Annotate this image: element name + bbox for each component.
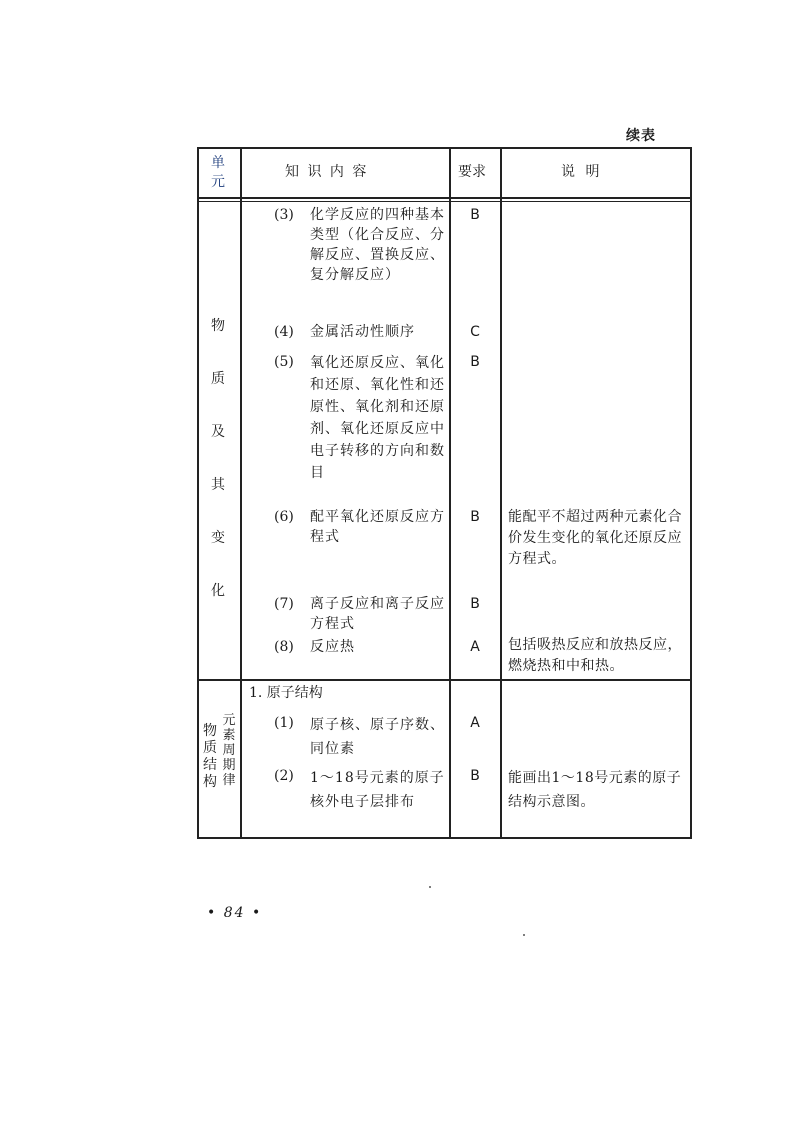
item-note: 能画出1～18号元素的原子结构示意图。: [508, 770, 682, 810]
item-number: (1): [274, 715, 294, 731]
item-requirement: B: [470, 354, 480, 370]
item-number: (3): [274, 207, 294, 223]
item-text: 化学反应的四种基本类型（化合反应、分解反应、置换反应、复分解反应）: [310, 207, 445, 283]
item-requirement: C: [470, 324, 480, 340]
item-requirement: B: [470, 596, 480, 612]
item-number: (8): [274, 639, 294, 655]
item-text: 反应热: [310, 639, 355, 655]
item-requirement: B: [470, 207, 480, 223]
item-number: (5): [274, 354, 294, 370]
continued-label: 续表: [626, 128, 656, 144]
header-knowledge: 知 识 内 容: [285, 164, 369, 180]
item-text: 金属活动性顺序: [310, 324, 415, 340]
item-note: 能配平不超过两种元素化合价发生变化的氧化还原反应方程式。: [508, 509, 682, 567]
header-unit: 单元: [211, 155, 225, 190]
item-requirement: B: [470, 509, 480, 525]
item-number: (7): [274, 596, 294, 612]
item-number: (4): [274, 324, 294, 340]
item-text: 配平氧化还原反应方程式: [310, 509, 445, 545]
item-number: (2): [274, 768, 294, 784]
item-requirement: A: [470, 715, 480, 731]
scan-speck: [429, 886, 431, 888]
section1-unit: 物质及其变化: [211, 318, 225, 599]
header-notes: 说 明: [561, 164, 603, 180]
item-text: 氧化还原反应、氧化和还原、氧化性和还原性、氧化剂和还原剂、氧化还原反应中电子转移的方向和数目: [310, 355, 445, 481]
requirements-table: [197, 147, 692, 839]
scan-speck: [523, 934, 525, 936]
item-text: 离子反应和离子反应方程式: [310, 596, 445, 632]
item-text: 1～18号元素的原子核外电子层排布: [310, 770, 445, 810]
page-number: • 84 •: [207, 905, 263, 921]
section2-unit-main: 物质结构: [203, 723, 217, 790]
section2-unit-sub: 元素周期律: [222, 713, 236, 788]
header-requirement: 要求: [458, 164, 486, 180]
item-note: 包括吸热反应和放热反应，燃烧热和中和热。: [508, 637, 682, 674]
item-requirement: A: [470, 639, 480, 655]
item-text: 原子核、原子序数、同位素: [310, 717, 445, 757]
item-number: (6): [274, 509, 294, 525]
section2-heading: 1. 原子结构: [249, 685, 323, 701]
item-requirement: B: [470, 768, 480, 784]
